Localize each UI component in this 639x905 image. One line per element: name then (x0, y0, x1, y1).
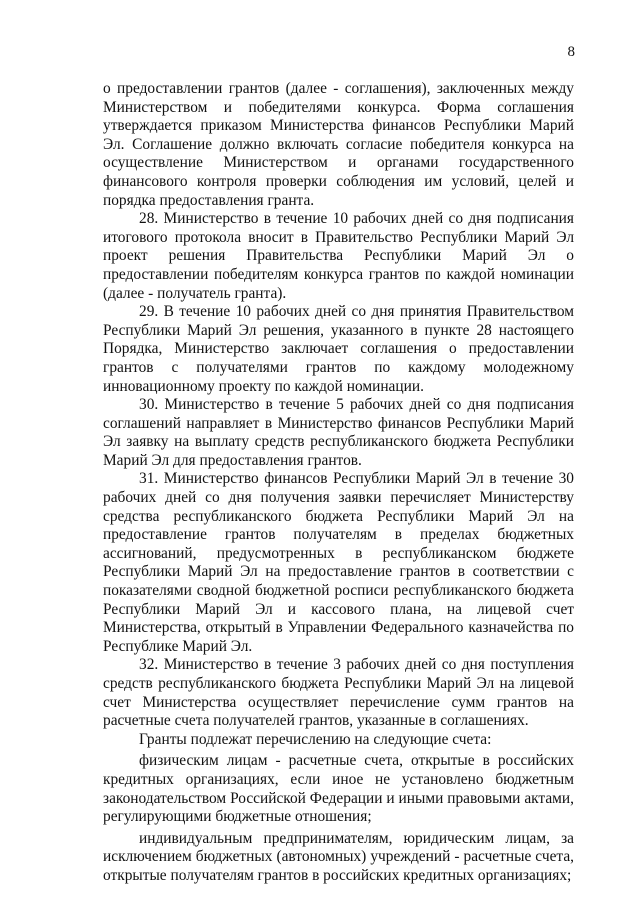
document-body (103, 80, 574, 886)
paragraph-clause-28: 28. Министерство в течение 10 рабочих дней со дня подписания итогового протокола вносит в Правительство Республики Марий Эл проект решения Правительства Республики Марий Эл о предоставлении победителям конкурса грантов по каждой номинации (далее - получатель гранта). (103, 210, 574, 302)
paragraph-clause-30: 30. Министерство в течение 5 рабочих дней со дня подписания соглашений направляет в Министерство финансов Республики Марий Эл заявку на выплату средств республиканского бюджета Республики Марий Эл для предоставления грантов. (103, 396, 574, 469)
paragraph-entrepreneurs: индивидуальным предпринимателям, юридическим лицам, за исключением бюджетных (автономных) учреждений - расчетные счета, открытые получателям грантов в российских кредитных организациях; (103, 829, 574, 884)
paragraph-clause-29: 29. В течение 10 рабочих дней со дня принятия Правительством Республики Марий Эл решения, указанного в пункте 28 настоящего Порядка, Министерство заключает соглашения о предоставлении грантов с получателями грантов по каждому молодежному инновационному проекту по каждой номинации. (103, 303, 574, 395)
paragraph-clause-31: 31. Министерство финансов Республики Марий Эл в течение 30 рабочих дней со дня получения заявки перечисляет Министерству средства республиканского бюджета Республики Марий Эл на предоставление грантов получателям в пределах бюджетных ассигнований, предусмотренных в республиканском бюджете Республики Марий Эл на предоставление грантов в соответствии с показателями сводной бюджетной росписи республиканского бюджета Республики Марий Эл и кассового плана, на лицевой счет Министерства, открытый в Управлении Федерального казначейства по Республике Марий Эл. (103, 470, 574, 655)
paragraph-individuals: физическим лицам - расчетные счета, открытые в российских кредитных организациях, если иное не установлено бюджетным законодательством Российской Федерации и иными правовыми актами, регулирующими бюджетные отношения; (103, 752, 574, 826)
paragraph-accounts-intro: Гранты подлежат перечислению на следующие счета: (139, 730, 492, 748)
paragraph-clause-32: 32. Министерство в течение 3 рабочих дней со дня поступления средств республиканского бюджета Республики Марий Эл на лицевой счет Министерства осуществляет перечисление сумм грантов на расчетные счета получателей грантов, указанные в соглашениях. (103, 656, 574, 730)
page-number: 8 (567, 44, 575, 60)
paragraph-continuation: о предоставлении грантов (далее - соглашения), заключенных между Министерством и победителями конкурса. Форма соглашения утверждается приказом Министерства финансов Республики Марий Эл. Соглашение должно включать согласие победителя конкурса на осуществление Министерством и органами государственного финансового контроля проверки соблюдения им условий, целей и порядка предоставления гранта. (103, 80, 574, 209)
